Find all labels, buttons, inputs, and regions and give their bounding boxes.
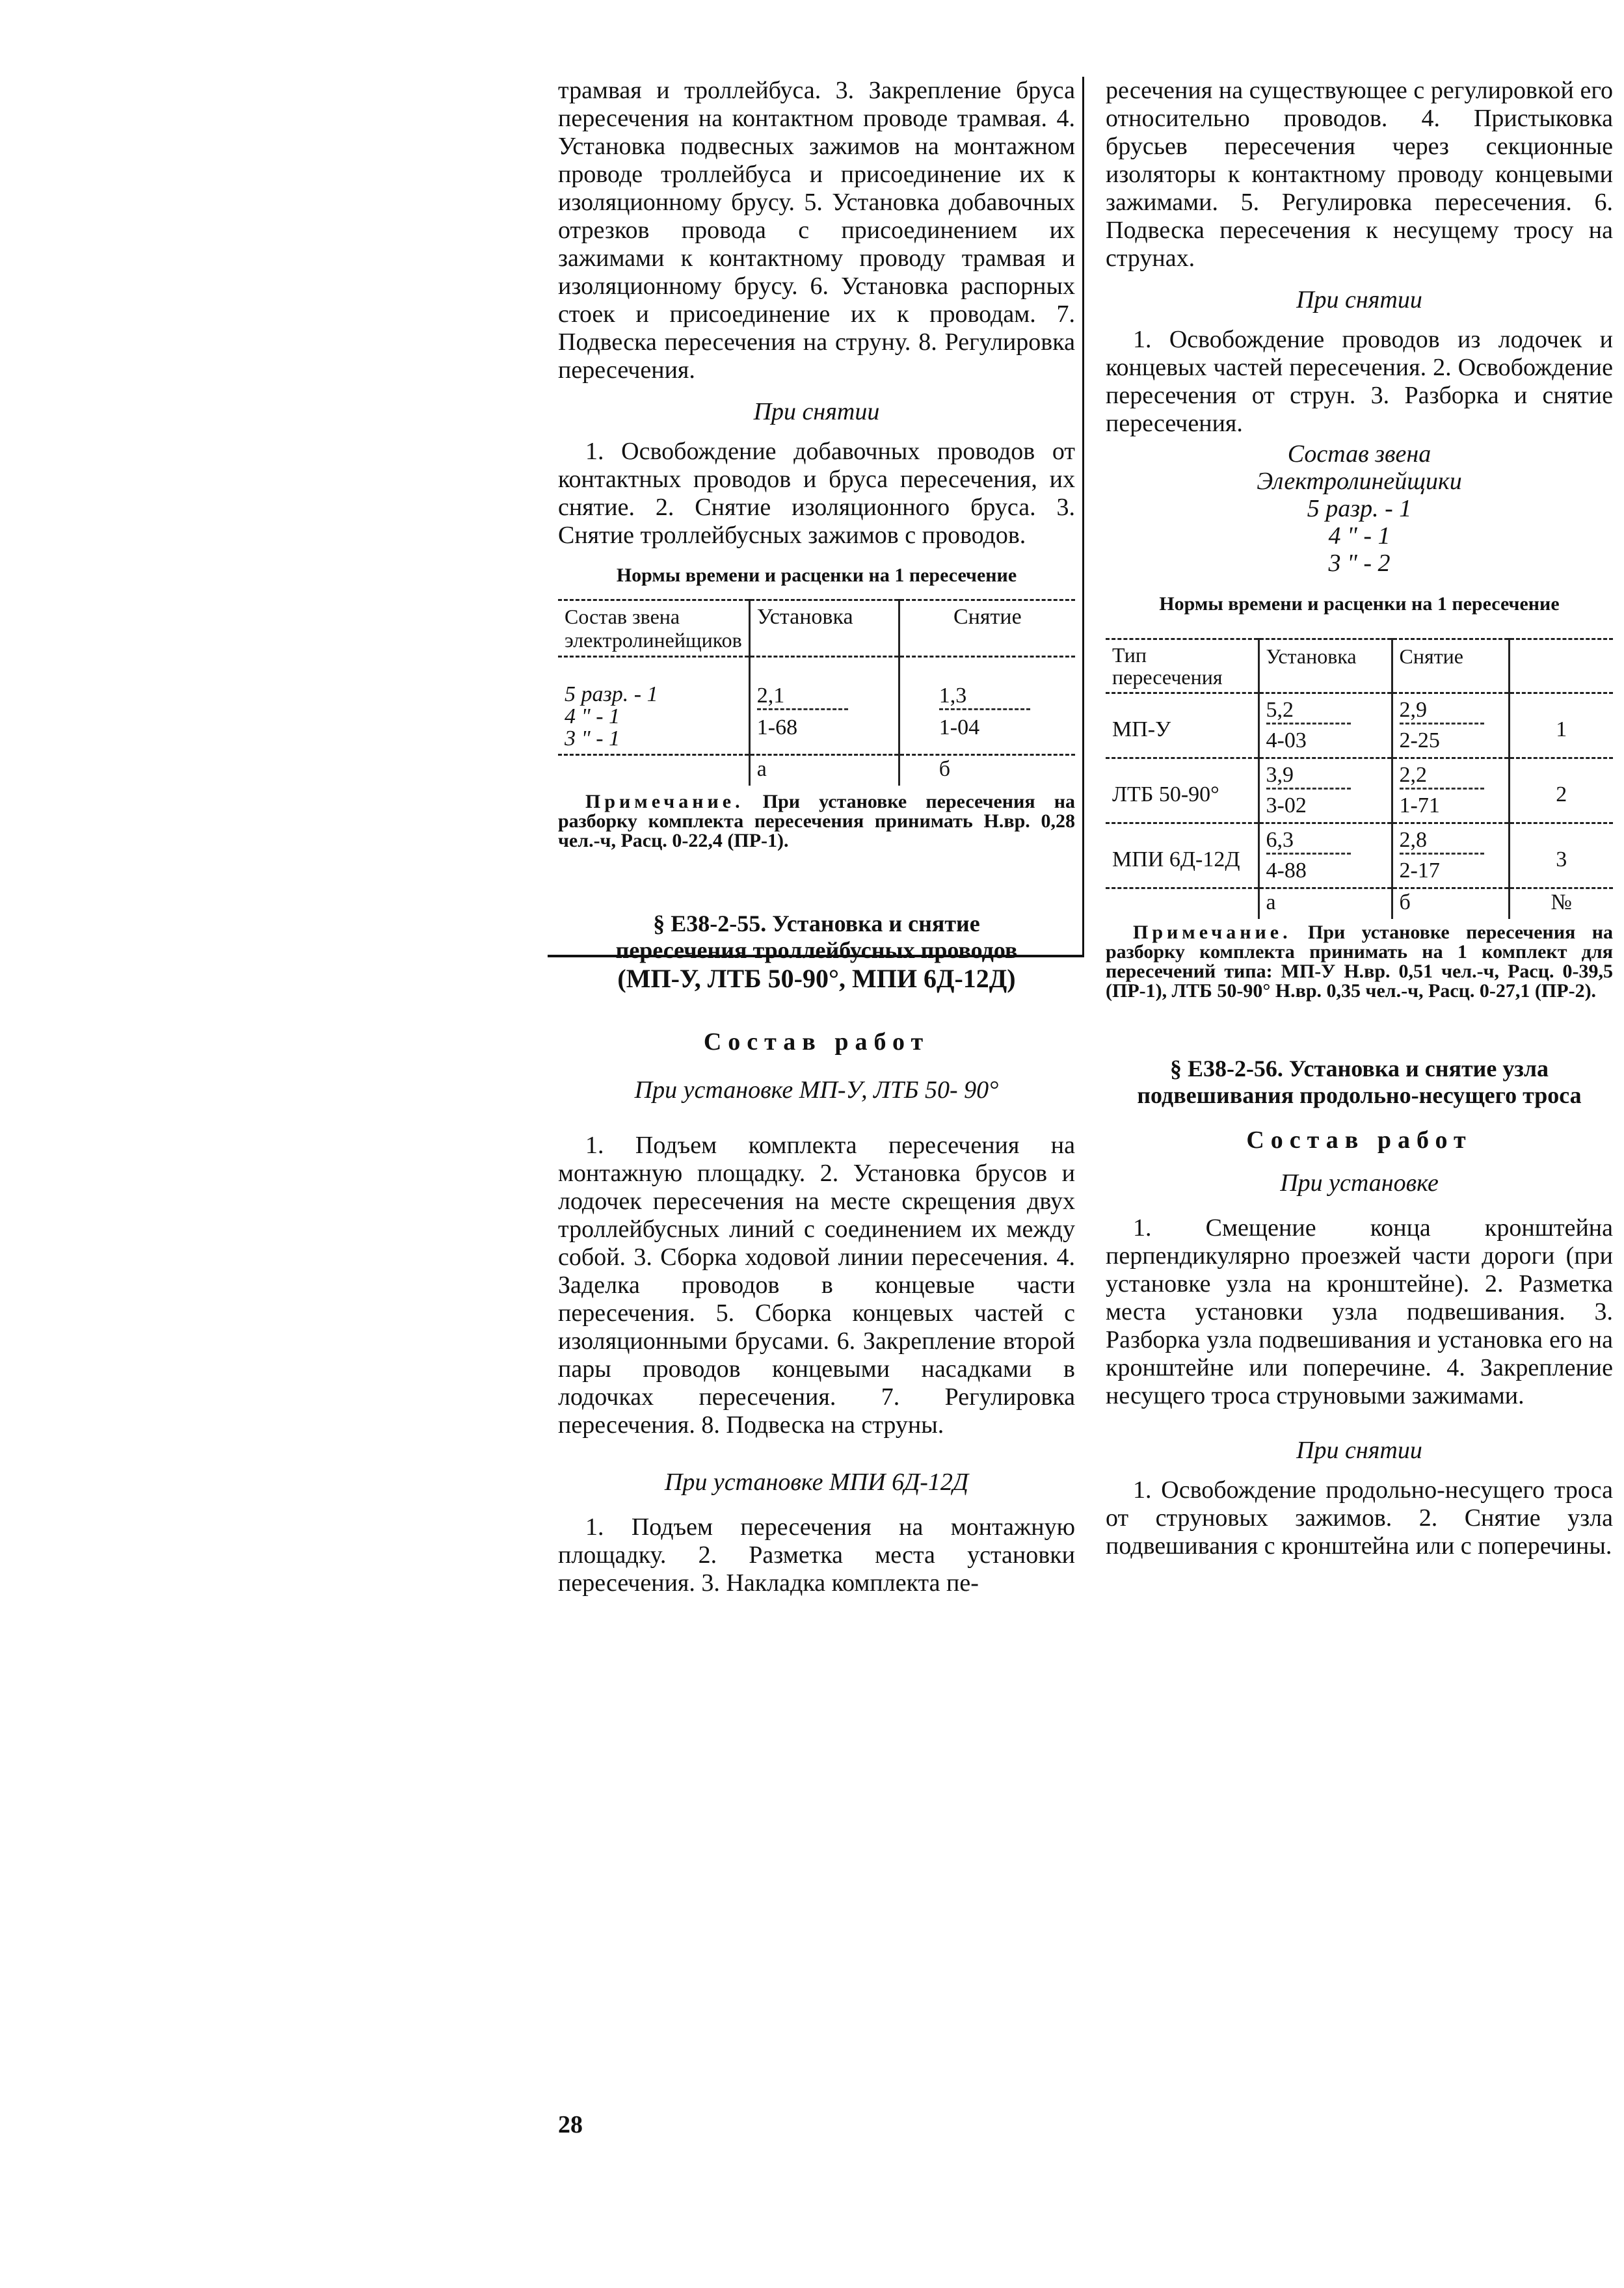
right-section-title: § Е38-2-56. Установка и снятие узла подвешивания продольно-несущего троса <box>1137 1056 1582 1108</box>
right-table-note <box>1106 923 1613 1001</box>
install-norm: 6,3 <box>1266 828 1351 855</box>
note-lead: Примечание. <box>585 791 744 812</box>
left-removal-heading: При снятии <box>753 398 880 425</box>
right-removal-heading: При снятии <box>1296 286 1422 313</box>
row-removal <box>1392 693 1509 758</box>
removal-price: 1-71 <box>1399 793 1440 818</box>
row-number: 2 <box>1556 782 1567 806</box>
right-table-header-removal: Снятие <box>1392 639 1509 693</box>
install-price: 3-02 <box>1266 793 1307 818</box>
right-column <box>1106 77 1613 1560</box>
install-norm: 5,2 <box>1266 698 1351 725</box>
removal-norm: 2,9 <box>1400 698 1484 725</box>
note-text: При установке пересечения на разборку комплекта принимать на 1 комплект для пересечений типа: МП-У Н.вр. 0,51 чел.-ч, Расц. 0-39,5 (ПР-1), ЛТБ 50-90° Н.вр. 0,35 чел.-ч, Расц. 0-27,1 (ПР-2). <box>1106 922 1613 1002</box>
right-crew-line: 5 разр. - 1 <box>1307 495 1412 522</box>
install-norm: 2,1 <box>757 684 848 710</box>
left-intro-text: трамвая и троллейбуса. 3. Закрепление бруса пересечения на контактном проводе трамвая. 4. Установка подвесных зажимов на монтажном проводе троллейбуса и присоединение их к изоляционному брусу. 5. Установка добавочных отрезков провода с присоединением их зажимами к контактному проводу трамвая и изоляционному брусу. 6. Установка распорных стоек и присоединение их к проводам. 7. Подвеска пересечения на струну. 8. Регулировка пересечения. <box>558 77 1075 384</box>
install-norm: 3,9 <box>1266 763 1351 790</box>
left-install-heading-1: При установке МП-У, ЛТБ 50- 90° <box>634 1076 999 1104</box>
page-number: 28 <box>558 2111 583 2138</box>
removal-price: 2-25 <box>1399 728 1440 752</box>
section-title-line: пересечения троллейбусных проводов <box>615 937 1018 963</box>
left-section-title <box>558 911 1075 994</box>
section-title-line: § Е38-2-55. Установка и снятие <box>653 911 980 937</box>
left-crew-line: 5 разр. - 1 <box>565 682 658 706</box>
column-rule-vertical <box>1082 77 1084 956</box>
right-table-col-b: б <box>1392 888 1509 920</box>
right-install-text: 1. Смещение конца кронштейна перпендикулярно проезжей части дороги (при установке узла на кронштейне). 2. Разметка места установки узла подвешивания. 3. Разборка узла подвешивания и установка его на кронштейне или поперечине. 4. Закрепление несущего троса струновыми зажимами. <box>1106 1214 1613 1409</box>
removal-norm: 2,8 <box>1400 828 1484 855</box>
row-removal <box>1392 758 1509 823</box>
left-table-install-cell <box>749 657 899 755</box>
left-install-heading-2: При установке МПИ 6Д-12Д <box>664 1469 969 1496</box>
right-table-header-type: Тип пересечения <box>1112 643 1223 689</box>
left-norms-table <box>558 599 1075 786</box>
left-crew-line: 3 " - 1 <box>565 726 620 751</box>
removal-price: 2-17 <box>1399 858 1440 883</box>
row-install <box>1258 823 1392 888</box>
right-intro-text: ресечения на существующее с регулировкой его относительно проводов. 4. Пристыковка брусьев пересечения через секционные изоляторы к контактному проводу концевыми зажимами. 5. Регулировка пересечения. 6. Подвеска пересечения к несущему тросу на струнах. <box>1106 77 1613 272</box>
right-work-heading: Состав работ <box>1246 1126 1472 1154</box>
left-table-note <box>558 792 1075 851</box>
install-price: 4-88 <box>1266 858 1307 883</box>
right-crew-line: 4 " - 1 <box>1328 522 1391 550</box>
right-crew-subheading: Электролинейщики <box>1257 468 1462 495</box>
left-table-header-install: Установка <box>749 600 899 657</box>
removal-norm: 2,2 <box>1400 763 1484 790</box>
table-row <box>1106 693 1613 758</box>
left-table-crew-cell <box>558 657 749 755</box>
row-type: МП-У <box>1112 717 1171 741</box>
left-table-header-removal: Снятие <box>899 600 1075 657</box>
left-install-text-1: 1. Подъем комплекта пересечения на монтажную площадку. 2. Установка брусов и лодочек пересечения на месте скрещения двух троллейбусных линий с соединением их между собой. 3. Сборка ходовой линии пересечения. 4. Заделка проводов в концевые части пересечения. 5. Сборка концевых частей с изоляционными брусами. 6. Закрепление второй пары проводов концевыми насадками в лодочках пересечения. 7. Регулировка пересечения. 8. Подвеска на струны. <box>558 1132 1075 1439</box>
left-table-col-b: б <box>899 755 1075 786</box>
right-norms-table <box>1106 638 1613 919</box>
right-removal-heading-2: При снятии <box>1296 1437 1422 1464</box>
row-type: ЛТБ 50-90° <box>1112 782 1219 806</box>
left-table-col-a: а <box>749 755 899 786</box>
note-lead: Примечание. <box>1133 922 1292 943</box>
left-work-heading: Состав работ <box>703 1028 930 1056</box>
left-table-removal-cell <box>899 657 1075 755</box>
right-table-header-install: Установка <box>1258 639 1392 693</box>
right-install-heading: При установке <box>1280 1169 1439 1197</box>
right-removal-text-2: 1. Освобождение продольно-несущего троса от струновых зажимов. 2. Снятие узла подвешивания с кронштейна или с поперечины. <box>1106 1476 1613 1560</box>
removal-price: 1-04 <box>938 715 980 739</box>
right-crew-heading: Состав звена <box>1287 440 1431 468</box>
install-price: 4-03 <box>1266 728 1307 752</box>
install-price: 1-68 <box>756 715 798 739</box>
right-crew-line: 3 " - 2 <box>1328 550 1391 577</box>
left-table-caption: Нормы времени и расценки на 1 пересечение <box>616 565 1017 586</box>
left-removal-text: 1. Освобождение добавочных проводов от контактных проводов и бруса пересечения, их снятие. 2. Снятие изоляционного бруса. 3. Снятие троллейбусных зажимов с проводов. <box>558 438 1075 549</box>
row-install <box>1258 758 1392 823</box>
row-type: МПИ 6Д-12Д <box>1112 847 1240 871</box>
table-row <box>1106 823 1613 888</box>
note-text: При установке пересечения на разборку комплекта пересечения принимать Н.вр. 0,28 чел.-ч, Расц. 0-22,4 (ПР-1). <box>558 791 1075 851</box>
left-install-text-2: 1. Подъем пересечения на монтажную площадку. 2. Разметка места установки пересечения. 3. Накладка комплекта пе- <box>558 1513 1075 1597</box>
removal-norm: 1,3 <box>939 684 1030 710</box>
section-title-line: (МП-У, ЛТБ 50-90°, МПИ 6Д-12Д) <box>617 964 1016 993</box>
row-number: 3 <box>1556 847 1567 871</box>
right-table-col-a: а <box>1258 888 1392 920</box>
right-removal-text: 1. Освобождение проводов из лодочек и концевых частей пересечения. 2. Освобождение пересечения от струн. 3. Разборка и снятие пересечения. <box>1106 326 1613 437</box>
right-table-col-num: № <box>1551 890 1572 914</box>
row-install <box>1258 693 1392 758</box>
right-table-caption: Нормы времени и расценки на 1 пересечение <box>1159 593 1560 615</box>
row-number: 1 <box>1556 717 1567 741</box>
left-crew-line: 4 " - 1 <box>565 704 620 728</box>
row-removal <box>1392 823 1509 888</box>
left-column <box>558 77 1075 1597</box>
left-table-header-crew: Состав звена электролинейщиков <box>565 605 742 652</box>
table-row <box>1106 758 1613 823</box>
